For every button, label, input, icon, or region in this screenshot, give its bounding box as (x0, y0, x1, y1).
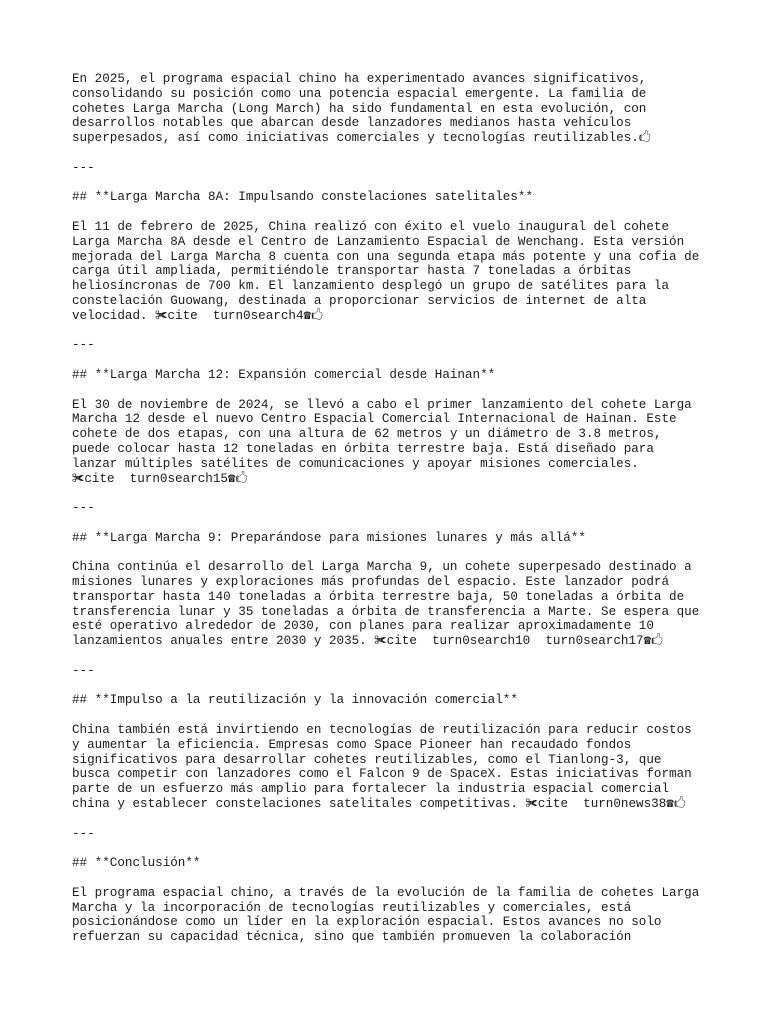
separator: --- (72, 160, 95, 175)
separator: --- (72, 501, 95, 516)
section-heading: ## **Larga Marcha 9: Preparándose para misiones lunares y más allá** (72, 530, 586, 545)
section-heading: ## **Impulso a la reutilización y la innovación comercial** (72, 693, 518, 708)
section-heading: ## **Conclusión** (72, 856, 201, 871)
section-paragraph: China también está invirtiendo en tecnologías de reutilización para reducir costos y aumentar la eficiencia. Empresas como Space Pioneer han recaudado fondos significativos para desarrollar cohetes reutilizables, como el Tianlong-3, que busca competir con lanzadores como el Falcon 9 de SpaceX. Estas iniciativas forman parte de un esfuerzo más amplio para fortalecer la industria espacial comercial china y establecer constelaciones satelitales competitivas. ✀cite turn0news38☎🖒 (72, 723, 692, 812)
separator: --- (72, 826, 95, 841)
section-heading: ## **Larga Marcha 12: Expansión comercial desde Hainan** (72, 367, 496, 382)
document-page (72, 72, 712, 960)
section-paragraph: El programa espacial chino, a través de la evolución de la familia de cohetes Larga Marcha y la incorporación de tecnologías reutilizables y comerciales, está posicionándose como un líder en la exploración espacial. Estos avances no solo refuerzan su capacidad técnica, sino que también promueven la colaboración (72, 885, 700, 945)
section-paragraph: China continúa el desarrollo del Larga Marcha 9, un cohete superpesado destinado a misiones lunares y exploraciones más profundas del espacio. Este lanzador podrá transportar hasta 140 toneladas a órbita terrestre baja, 50 toneladas a órbita de transferencia lunar y 35 toneladas a órbita de transferencia a Marte. Se espera que esté operativo alrededor de 2030, con planes para realizar aproximadamente 10 lanzamientos anuales entre 2030 y 2035. ✀cite turn0search10 turn0search17☎🖒 (72, 560, 700, 649)
separator: --- (72, 338, 95, 353)
intro-paragraph: En 2025, el programa espacial chino ha experimentado avances significativos, consolidando su posición como una potencia espacial emergente. La familia de cohetes Larga Marcha (Long March) ha sido fundamental en esta evolución, con desarrollos notables que abarcan desde lanzadores medianos hasta vehículos superpesados, así como iniciativas comerciales y tecnologías reutilizables.⁠🖒 (72, 72, 651, 146)
section-paragraph: El 30 de noviembre de 2024, se llevó a cabo el primer lanzamiento del cohete Larga Marcha 12 desde el nuevo Centro Espacial Comercial Internacional de Hainan. Este cohete de dos etapas, con una altura de 62 metros y un diámetro de 3.8 metros, puede colocar hasta 12 toneladas en órbita terrestre baja. Está diseñado para lanzar múltiples satélites de comunicaciones y apoyar misiones comerciales. ✀cite turn0search15☎🖒 (72, 397, 692, 486)
section-heading: ## **Larga Marcha 8A: Impulsando constelaciones satelitales** (72, 190, 534, 205)
section-paragraph: El 11 de febrero de 2025, China realizó con éxito el vuelo inaugural del cohete Larga Marcha 8A desde el Centro de Lanzamiento Espacial de Wenchang. Esta versión mejorada del Larga Marcha 8 cuenta con una segunda etapa más potente y una cofia de carga útil ampliada, permitiéndole transportar hasta 7 toneladas a órbitas heliosíncronas de 700 km. El lanzamiento desplegó un grupo de satélites para la constelación Guowang, destinada a proporcionar servicios de internet de alta velocidad. ✀cite turn0search4☎🖒 (72, 219, 700, 323)
separator: --- (72, 663, 95, 678)
